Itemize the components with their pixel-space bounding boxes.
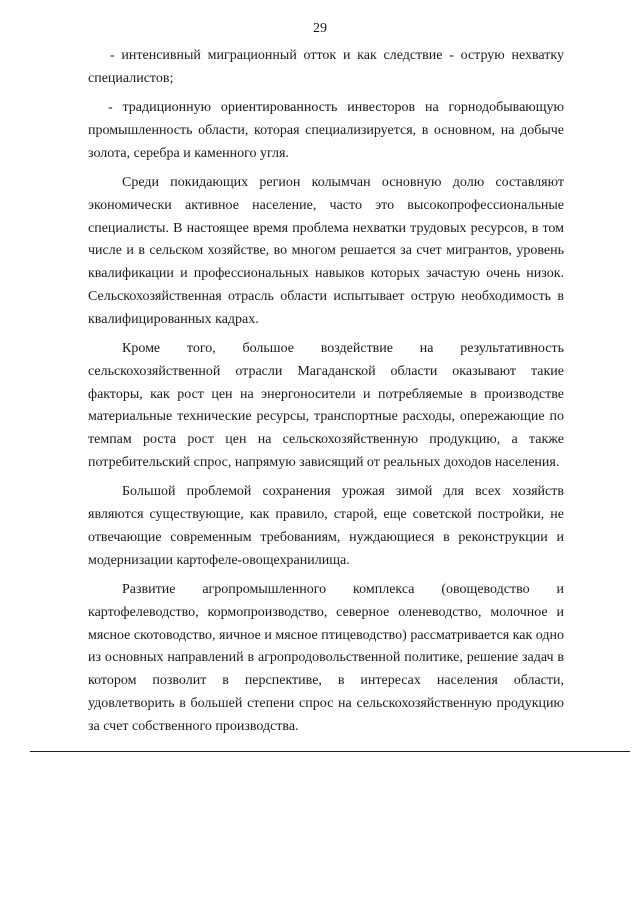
document-body [88, 45, 564, 745]
page-number: 29 [313, 21, 327, 36]
paragraph-storage: Большой проблемой сохранения урожая зимой для всех хозяйств являются существующие, как правило, старой, еще советской постройки, не отвечающие современным требованиям, нуждающиеся в реконструкции и модернизации картофеле-овощехранилища. [88, 484, 564, 568]
footer-divider [30, 751, 630, 752]
paragraph-population: Среди покидающих регион колымчан основную долю составляют экономически активное население, часто это высокопрофессиональные специалисты. В настоящее время проблема нехватки трудовых ресурсов, в том числе и в сельском хозяйстве, во многом решается за счет мигрантов, уровень квалификации и профессиональных навыков которых зачастую очень низок. Сельскохозяйственная отрасль области испытывает острую необходимость в квалифицированных кадрах. [88, 174, 564, 327]
paragraph-agro-development: Развитие агропромышленного комплекса (овощеводство и картофелеводство, кормопроизводство, северное оленеводство, молочное и мясное скотоводство, яичное и мясное птицеводство) рассматривается как одно из основных направлений в агропродовольственной политике, решение задач в котором позволит в перспективе, в интересах населения области, удовлетворить в большей степени спрос на сельскохозяйственную продукцию за счет собственного производства. [88, 582, 564, 734]
paragraph-bullet-migration: - интенсивный миграционный отток и как следствие - острую нехватку специалистов; [88, 48, 564, 86]
paragraph-factors: Кроме того, большое воздействие на результативность сельскохозяйственной отрасли Магаданской области оказывают такие факторы, как рост цен на энергоносители и потребляемые в производстве материальные технические ресурсы, транспортные расходы, опережающие по темпам роста рост цен на сельскохозяйственную продукцию, а также потребительский спрос, напрямую зависящий от реальных доходов населения. [88, 341, 564, 471]
paragraph-bullet-investors: - традиционную ориентированность инвесторов на горнодобывающую промышленность области, которая специализируется, в основном, на добыче золота, серебра и каменного угля. [88, 100, 564, 161]
